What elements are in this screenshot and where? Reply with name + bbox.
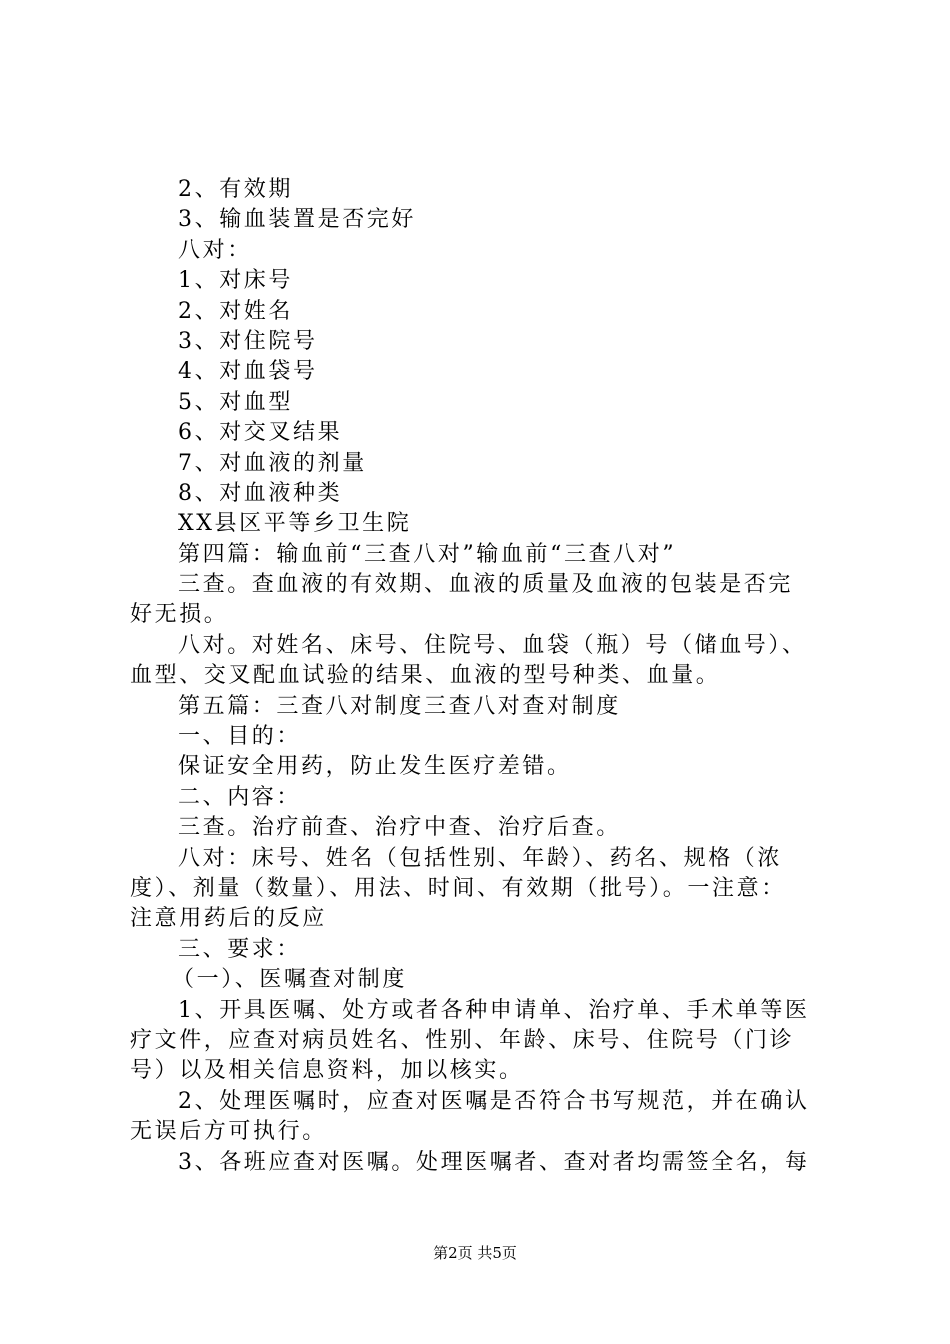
text-line: 八对：: [178, 237, 252, 263]
text-line: 3、对住院号: [178, 328, 318, 354]
text-line: 1、开具医嘱、处方或者各种申请单、治疗单、手术单等医: [178, 997, 810, 1023]
text-line: 疗文件，应查对病员姓名、性别、年龄、床号、住院号（门诊: [130, 1027, 795, 1053]
document-body: [130, 175, 830, 1178]
text-line: 八对。对姓名、床号、住院号、血袋（瓶）号（储血号）、: [178, 632, 807, 658]
text-line: 三、要求：: [178, 936, 302, 962]
page-footer: 第2页 共5页: [433, 1244, 517, 1262]
text-line: 好无损。: [130, 602, 229, 628]
text-line: 一、目的：: [178, 724, 302, 750]
text-line: 2、有效期: [178, 177, 293, 202]
text-line: 保证安全用药，防止发生医疗差错。: [178, 754, 572, 780]
text-line: 2、处理医嘱时，应查对医嘱是否符合书写规范，并在确认: [178, 1088, 810, 1114]
text-line: 无误后方可执行。: [130, 1119, 327, 1145]
text-line: 4、对血袋号: [178, 359, 318, 385]
text-line: 1、对床号: [178, 268, 293, 294]
text-line: 8、对血液种类: [178, 480, 343, 506]
text-line: 注意用药后的反应: [130, 906, 327, 932]
text-line: 3、各班应查对医嘱。处理医嘱者、查对者均需签全名，每: [178, 1149, 810, 1175]
text-line: 7、对血液的剂量: [178, 450, 367, 476]
text-line: 3、输血装置是否完好: [178, 207, 416, 233]
text-line: 号）以及相关信息资料，加以核实。: [130, 1058, 524, 1084]
text-line: 血型、交叉配血试验的结果、血液的型号种类、血量。: [130, 663, 721, 689]
text-line: 二、内容：: [178, 784, 302, 810]
text-line: 第四篇：输血前“三查八对”输血前“三查八对”: [178, 541, 677, 567]
text-line: 5、对血型: [178, 389, 293, 415]
text-line: （一）、医嘱查对制度: [172, 967, 408, 993]
text-line: 6、对交叉结果: [178, 420, 343, 446]
text-line: 度）、剂量（数量）、用法、时间、有效期（批号）。一注意：: [130, 875, 786, 901]
text-line: XX县区平等乡卫生院: [178, 511, 412, 537]
text-line: 第五篇：三查八对制度三查八对查对制度: [178, 693, 621, 719]
text-line: 八对：床号、姓名（包括性别、年龄）、药名、规格（浓: [178, 845, 783, 871]
text-line: 2、对姓名: [178, 298, 293, 324]
text-line: 三查。治疗前查、治疗中查、治疗后查。: [178, 815, 621, 841]
text-line: 三查。查血液的有效期、血液的质量及血液的包装是否完: [178, 572, 794, 598]
